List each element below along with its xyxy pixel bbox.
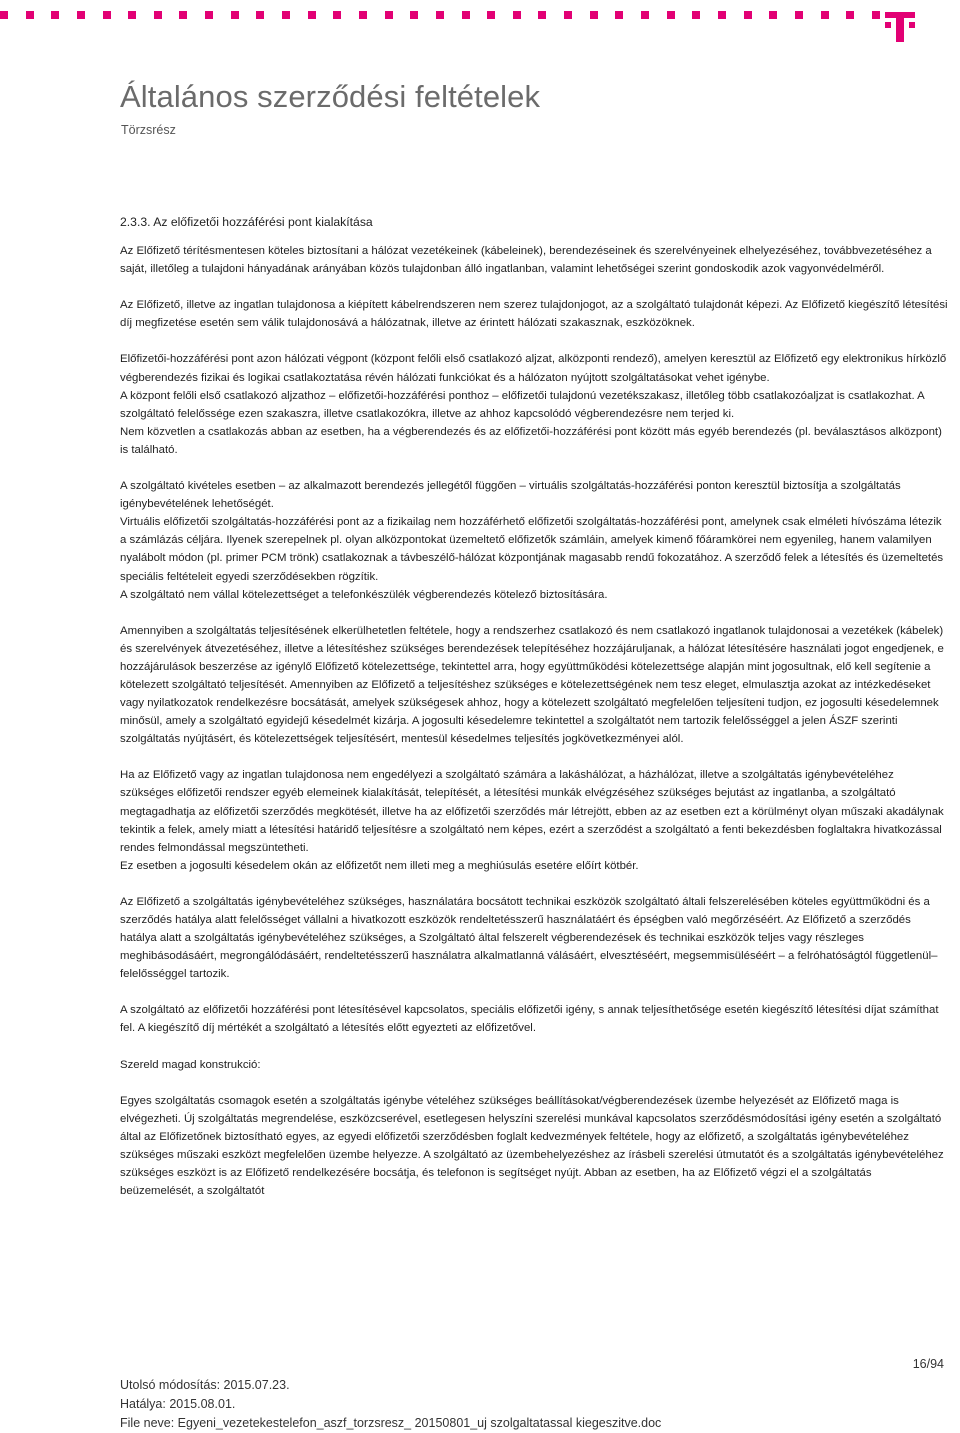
paragraph: A központ felőli első csatlakozó aljzathoz – előfizetői-hozzáférési ponthoz – előfizetői tulajdonú vezetékszakasz, illetőleg több csatlakozóaljzat is csatlakozhat. A szolgáltató felelőssége ezen szakaszra, illetve csatlakozókra, illetve az ahhoz kapcsolódó végberendezésre nem terjed ki.	[120, 389, 925, 420]
paragraph: Ha az Előfizető vagy az ingatlan tulajdonosa nem engedélyezi a szolgáltató számára a lakáshálózat, a házhálózat, illetve a szolgáltatás igénybevételéhez szükséges előfizetői rendszer egyéb elemeinek kialakítását, telepítését, a létesítési munkák elvégzéséhez szükséges bejutást az ingatlanba, a szolgáltató megtagadhatja az előfizetői szerződés megkötését, illetve ha az előfizetői szerződés már létrejött, ebben az az esetben ezt a körülményt olyan műszaki akadálynak tekintik a felek, amely miatt a létesítési határidő teljesítésre a szolgáltató nem képes, ezért a szerződést a szolgáltató a fenti bekezdésben foglaltakra hivatkozással rendes felmondással megszüntetheti.	[120, 769, 944, 854]
footer-effective-date: Hatálya: 2015.08.01.	[120, 1397, 236, 1411]
paragraph: Amennyiben a szolgáltatás teljesítésének elkerülhetetlen feltétele, hogy a rendszerhez csatlakozó és nem csatlakozó ingatlanok tulajdonosai a vezetékek (kábelek) és szerelvények átvezetéséhez, illetve a létesítéshez szükséges berendezések telepítéséhez hozzájáruljanak, a hálózat létesítésére használati jogot engedjenek, e hozzájárulások beszerzése az igénylő Előfizető kötelezettsége, tekintettel arra, hogy együttműködési kötelezettsége alapján mint jogosultnak, elő kell segítenie a kötelezett szolgáltató teljesítését. Amennyiben az Előfizető a teljesítéshez szükséges e kötelezettségének nem tesz eleget, elmulasztja azokat az intézkedéseket vagy nyilatkozatok rendelkezésre bocsátását, amelyek szükségesek ahhoz, hogy a kötelezett szolgáltató megfelelően teljesíteni tudjon, ez jogosulti késedelemnek minősül, amely a szolgáltató egyidejű késedelmét kizárja. A jogosulti késedelemre tekintettel a szolgáltatót nem tartozik felelősséggel a jelen ÁSZF szerinti szolgáltatás nyújtásért, és kötelezettségek teljesítésért, mentesül késedelmes teljesítés jogkövetkezményei alól.	[120, 624, 944, 746]
document-body	[120, 213, 948, 1200]
paragraph: Előfizetői-hozzáférési pont azon hálózati végpont (központ felőli első csatlakozó aljzat, alközponti rendező), amelyen keresztül az Előfizető egy elektronikus hírközlő végberendezés fizikai és logikai csatlakoztatása révén hálózati funkciókat és a hálózaton nyújtott szolgáltatásokat vehet igénybe.	[120, 353, 947, 384]
subsection-label: Szereld magad konstrukció:	[120, 1058, 261, 1071]
paragraph: Egyes szolgáltatás csomagok esetén a szolgáltatás igénybe vételéhez szükséges beállításokat/végberendezések üzembe helyezését az Előfizető maga is elvégezheti. Új szolgáltatás megrendelése, eszközcserével, esetlegesen helyszíni szerelési munkával kapcsolatos szerződésmódosítási igény esetén a szolgáltató által az Előfizetőnek biztosítható egyes, az egyedi előfizetői szerződésben foglalt kedvezmények feltétele, hogy az előfizető, a szolgáltatás igénybevételéhez szükséges műszaki eszközt megfelelően üzembe helyezze. A szolgáltató az üzembehelyezéshez az írásbeli szerelési útmutatót és a szolgáltatás igénybevételéhez szükséges eszközt is az Előfizető rendelkezésére bocsátja, és telefonon is segítséget nyújt. Abban az esetben, ha az Előfizető végzi el a szolgáltatás beüzemelését, a szolgáltatót	[120, 1094, 944, 1198]
brand-dotted-bar	[0, 8, 880, 22]
paragraph: Az Előfizető, illetve az ingatlan tulajdonosa a kiépített kábelrendszeren nem szerez tulajdonjogot, az a szolgáltató tulajdonát képezi. Az Előfizető kiegészítő létesítési díj megfizetése esetén sem válik tulajdonosává a hálózatnak, illetve az érintett hálózati szakasznak, eszközöknek.	[120, 299, 948, 330]
section-heading: 2.3.3. Az előfizetői hozzáférési pont kialakítása	[120, 215, 373, 229]
page-number: 16/94	[912, 1357, 944, 1371]
document-subtitle: Törzsrész	[121, 123, 176, 137]
telekom-t-logo-icon	[882, 4, 918, 42]
document-title: Általános szerződési feltételek	[120, 79, 541, 114]
paragraph: Nem közvetlen a csatlakozás abban az esetben, ha a végberendezés és az előfizetői-hozzáférési pont között más egyéb berendezés (pl. beválasztásos alközpont) is található.	[120, 425, 942, 456]
paragraph: A szolgáltató nem vállal kötelezettséget a telefonkészülék végberendezés kötelező biztosítására.	[120, 588, 608, 601]
paragraph: A szolgáltató az előfizetői hozzáférési pont létesítésével kapcsolatos, speciális előfizetői igény, s annak teljesíthetősége esetén kiegészítő létesítési díjat számíthat fel. A kiegészítő díj mértékét a szolgáltató a létesítés előtt egyezteti az előfizetővel.	[120, 1004, 939, 1035]
paragraph: Ez esetben a jogosulti késedelem okán az előfizetőt nem illeti meg a meghiúsulás esetére előírt kötbér.	[120, 859, 639, 872]
paragraph: Virtuális előfizetői szolgáltatás-hozzáférési pont az a fizikailag nem hozzáférhető előfizetői szolgáltatás-hozzáférési pont, amelynek csak elméleti hívószáma létezik a számlázás céljára. Ilyenek szerepelnek pl. olyan alközpontokat üzemeltető előfizetők számláin, amelyek kimenő főáramkörei nem egyenileg, hanem valamilyen nyalábolt módon (pl. primer PCM trönk) csatlakoznak a távbeszélő-hálózat központjának magasabb rendű fokozatához. A szerződő felek a létesítés és üzemeltetés speciális feltételeit egyedi szerződésekben rögzítik.	[120, 516, 944, 583]
footer	[120, 1376, 661, 1433]
paragraph: Az Előfizető a szolgáltatás igénybevételéhez szükséges, használatára bocsátott technikai eszközök szolgáltató általi felszerelésében köteles együttműködni és a szerződés hatálya alatt felelősséget vállalni a hivatkozott eszközök rendeltetésszerű használatáért és épségben való megőrzéséért. Az Előfizető a szerződés hatálya alatt a szolgáltatás igénybevételéhez szükséges, a Szolgáltató által felszerelt végberendezések és technikai eszközök teljes vagy részleges meghibásodásáért, megrongálódásáért, rendeltetésszerű használatra alkalmatlanná válásáért, elvesztéséért, megsemmisüléséért – a felróhatóságtól függetlenül– felelősséggel tartozik.	[120, 895, 938, 981]
footer-last-modified: Utolsó módosítás: 2015.07.23.	[120, 1378, 290, 1392]
footer-file-name: File neve: Egyeni_vezetekestelefon_aszf_torzsresz_ 20150801_uj szolgaltatassal kiegeszitve.doc	[120, 1416, 662, 1430]
paragraph: Az Előfizető térítésmentesen köteles biztosítani a hálózat vezetékeinek (kábeleinek), berendezéseinek és szerelvényeinek elhelyezéséhez, továbbvezetéséhez a saját, illetőleg a tulajdoni hányadának arányában közös tulajdonban álló ingatlanban, valamint lehetőségei szerint gondoskodik azok vagyonvédelméről.	[120, 245, 932, 276]
paragraph: A szolgáltató kivételes esetben – az alkalmazott berendezés jellegétől függően – virtuális szolgáltatás-hozzáférési ponton keresztül biztosítja a szolgáltatás igénybevételének lehetőségét.	[120, 480, 901, 511]
